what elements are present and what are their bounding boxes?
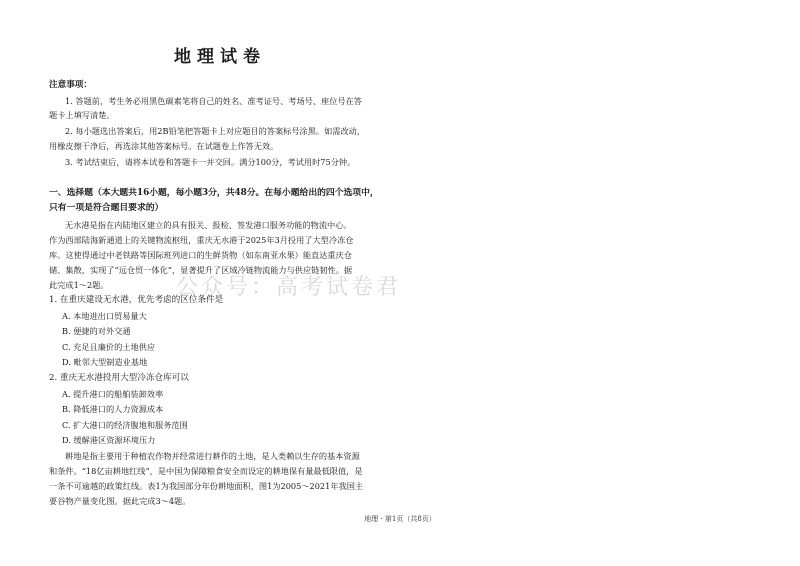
notes-line: 2. 每小题选出答案后，用2B铅笔把答题卡上对应题目的答案标号涂黑。如需改动，	[65, 126, 366, 136]
section-heading-cont: 只有一项是符合题目要求的）	[49, 203, 164, 213]
question-1-option: D. 毗邻大型制造业基地	[62, 357, 148, 367]
notes-line: 用橡皮擦干净后，再选涂其他答案标号。在试题卷上作答无效。	[49, 141, 279, 151]
passage-line: 库。这使得通过中老铁路等国际班列进口的生鲜货物（如东南亚水果）能直达重庆仓	[49, 250, 352, 260]
notes-line: 3. 考试结束后，请将本试卷和答题卡一并交回。满分100分，考试用时75分钟。	[65, 157, 356, 167]
passage-line: 作为西部陆海新通道上的关键物流枢纽，重庆无水港于2025年3月投用了大型冷冻仓	[49, 235, 354, 245]
passage-line: 要谷物产量变化图。据此完成3～4题。	[49, 496, 191, 506]
question-2-option: D. 缓解港区资源环境压力	[62, 435, 156, 445]
question-1-option: C. 充足且廉价的土地供应	[62, 342, 156, 352]
notes-line: 题卡上填写清楚。	[49, 110, 115, 120]
notes-heading: 注意事项：	[49, 80, 92, 90]
page-footer: 地理 · 第1页（共8页）	[364, 515, 436, 523]
notes-line: 1. 答题前，考生务必用黑色碳素笔将自己的姓名、准考证号、考场号、座位号在答	[65, 96, 362, 106]
question-1-option: A. 本地进出口贸易量大	[62, 311, 147, 321]
passage-line: 和条件。“18亿亩耕地红线”，是中国为保障粮食安全而设定的耕地保有量最低限值，是	[49, 466, 363, 476]
passage-line: 储、集散，实现了“远仓贸一体化”，显著提升了区域冷链物流能力与供应链韧性。据	[49, 265, 353, 275]
watermark: 公众号：高考试卷君	[176, 275, 402, 300]
question-2-option: C. 扩大港口的经济腹地和服务范围	[62, 420, 188, 430]
question-1-stem: 1. 在重庆建设无水港，优先考虑的区位条件是	[49, 295, 224, 305]
section-heading: 一、选择题（本大题共16小题，每小题3分，共48分。在每小题给出的四个选项中，	[49, 188, 379, 198]
question-2-option: A. 提升港口的船舶装卸效率	[62, 389, 164, 399]
page-title: 地理试卷	[174, 47, 266, 67]
passage-line: 一条不可逾越的政策红线。表1为我国部分年份耕地面积，图1为2005～2021年我国主	[49, 481, 364, 491]
question-2-option: B. 降低港口的人力资源成本	[62, 404, 164, 414]
passage-line: 无水港是指在内陆地区建立的具有报关、报检、签发港口服务功能的物流中心。	[65, 220, 352, 230]
question-1-option: B. 便捷的对外交通	[62, 326, 131, 336]
question-2-stem: 2. 重庆无水港投用大型冷冻仓库可以	[49, 373, 189, 383]
passage-line: 此完成1～2题。	[49, 280, 109, 290]
passage-line: 耕地是指主要用于种植农作物并经常进行耕作的土地，是人类赖以生存的基本资源	[65, 451, 360, 461]
